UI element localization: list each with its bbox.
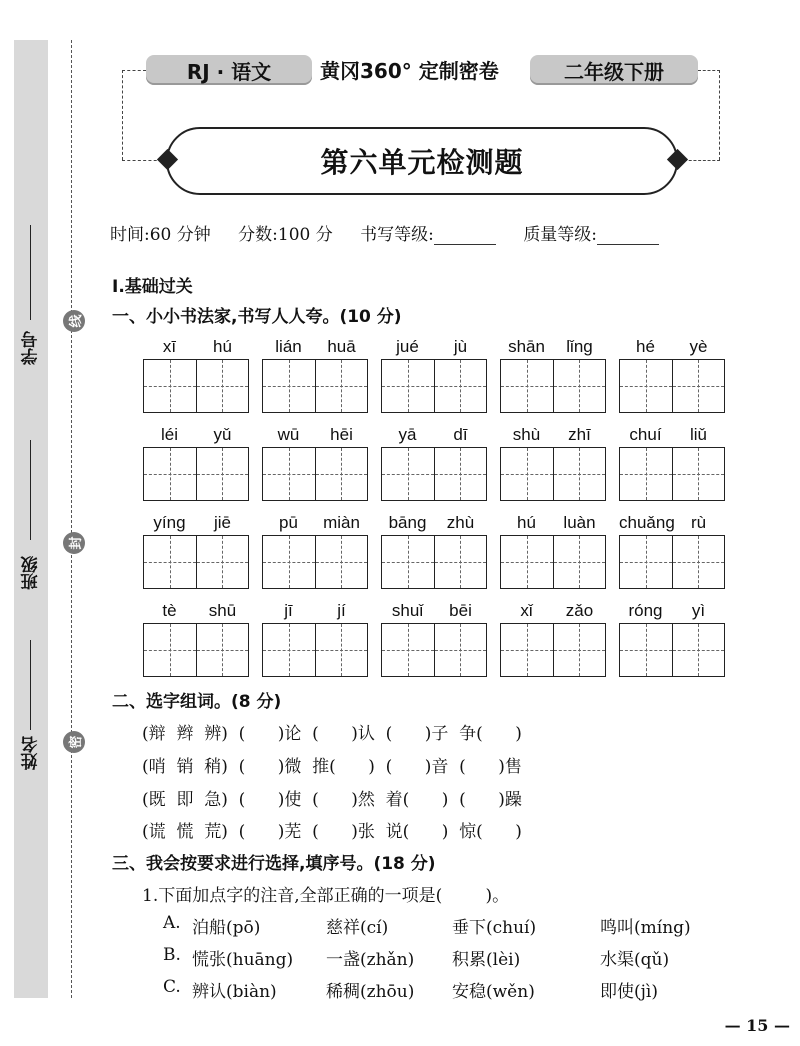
class-line[interactable]	[30, 440, 31, 540]
pinyin-label: zhù	[446, 513, 475, 532]
header-dash-right-v	[719, 70, 720, 160]
writing-cell[interactable]	[263, 536, 316, 588]
pinyin-label: róng	[628, 601, 663, 620]
writing-cell[interactable]	[620, 360, 673, 412]
option-item: 安稳(wěn)	[452, 982, 535, 1002]
writing-box	[143, 535, 249, 589]
pinyin-label: shū	[208, 601, 237, 620]
pinyin-label: léi	[160, 425, 178, 444]
writing-cell[interactable]	[144, 360, 197, 412]
header-dash-right	[698, 70, 720, 71]
writing-cell[interactable]	[554, 360, 606, 412]
writing-cell[interactable]	[435, 624, 487, 676]
question-3-title: 三、我会按要求进行选择,填序号。(18 分)	[112, 854, 436, 874]
writing-box	[262, 535, 368, 589]
time-info: 时间:60 分钟	[110, 225, 211, 245]
option-item: 慌张(huāng)	[192, 950, 294, 970]
pinyin-label: jué	[396, 337, 419, 356]
writing-cell[interactable]	[501, 536, 554, 588]
pinyin-label: jí	[337, 601, 346, 620]
class-field	[14, 440, 48, 590]
subquestion-1[interactable]: 1.下面加点字的注音,全部正确的一项是( )。	[142, 886, 510, 906]
writing-cell[interactable]	[435, 360, 487, 412]
writing-cell[interactable]	[554, 448, 606, 500]
option-item: 一盏(zhǎn)	[326, 950, 415, 970]
writing-cell[interactable]	[263, 624, 316, 676]
writing-cell[interactable]	[501, 448, 554, 500]
writing-cell[interactable]	[144, 448, 197, 500]
name-label: 姓名	[21, 736, 42, 770]
writing-box	[143, 359, 249, 413]
pinyin-label: jī	[284, 601, 293, 620]
writing-box	[143, 623, 249, 677]
writing-cell[interactable]	[501, 360, 554, 412]
option-item: 鸣叫(míng)	[600, 918, 691, 938]
score-info: 分数:100 分	[238, 225, 333, 245]
writing-cell[interactable]	[673, 624, 725, 676]
writing-cell[interactable]	[673, 448, 725, 500]
pinyin-label: bēi	[449, 601, 472, 620]
writing-cell[interactable]	[316, 360, 368, 412]
pinyin-label: wū	[277, 425, 300, 444]
pinyin-label: yā	[398, 425, 417, 444]
header-dash-right-b	[684, 160, 720, 161]
name-field	[14, 640, 48, 770]
pinyin-label: liǔ	[689, 425, 707, 444]
option-item: 积累(lèi)	[452, 950, 521, 970]
writing-cell[interactable]	[144, 536, 197, 588]
question-2-title: 二、选字组词。(8 分)	[112, 692, 282, 712]
writing-box	[500, 359, 606, 413]
writing-cell[interactable]	[382, 448, 435, 500]
writing-grade-blank[interactable]	[434, 243, 496, 245]
pinyin-label: chuǎng	[619, 513, 675, 532]
option-item: 水渠(qǔ)	[600, 950, 670, 970]
writing-grade: 书写等级:	[360, 225, 496, 245]
pinyin-label: hú	[213, 337, 232, 356]
writing-box	[500, 535, 606, 589]
writing-box	[381, 535, 487, 589]
pinyin-label: dī	[453, 425, 468, 444]
pinyin-label: yè	[689, 337, 708, 356]
writing-box	[619, 359, 725, 413]
page-number: — 15 —	[724, 1016, 790, 1035]
word-choice-row[interactable]: (既 即 急) ( )使 ( )然 着( ) ( )躁	[142, 790, 522, 810]
part-heading: Ⅰ.基础过关	[112, 277, 193, 297]
word-choice-row[interactable]: (辩 辫 辨) ( )论 ( )认 ( )子 争( )	[142, 724, 522, 744]
writing-box	[262, 359, 368, 413]
writing-cell[interactable]	[316, 448, 368, 500]
word-choice-row[interactable]: (哨 销 稍) ( )微 推( ) ( )音 ( )售	[142, 757, 522, 777]
writing-cell[interactable]	[673, 536, 725, 588]
pinyin-label: tè	[162, 601, 177, 620]
option-item: 垂下(chuí)	[452, 918, 537, 938]
quality-grade: 质量等级:	[523, 225, 659, 245]
writing-cell[interactable]	[197, 536, 249, 588]
quality-grade-blank[interactable]	[597, 243, 659, 245]
pinyin-label: miàn	[323, 513, 360, 532]
option-label[interactable]: A.	[163, 913, 181, 933]
option-item: 泊船(pō)	[192, 918, 261, 938]
option-label[interactable]: C.	[163, 977, 181, 997]
name-line[interactable]	[30, 640, 31, 730]
pinyin-label: jù	[453, 337, 468, 356]
pinyin-label: shù	[512, 425, 541, 444]
header-dash-left	[122, 70, 146, 71]
writing-box	[500, 623, 606, 677]
writing-cell[interactable]	[197, 360, 249, 412]
writing-box	[619, 535, 725, 589]
student-number-field	[14, 225, 48, 365]
writing-cell[interactable]	[382, 624, 435, 676]
pinyin-label: bāng	[388, 513, 427, 532]
exam-info	[110, 220, 681, 245]
writing-box	[381, 623, 487, 677]
pinyin-label: xī	[162, 337, 177, 356]
option-item: 辨认(biàn)	[192, 982, 277, 1002]
word-choice-row[interactable]: (谎 慌 荒) ( )芜 ( )张 说( ) 惊( )	[142, 822, 522, 842]
writing-cell[interactable]	[554, 536, 606, 588]
writing-cell[interactable]	[435, 536, 487, 588]
writing-box	[619, 623, 725, 677]
writing-cell[interactable]	[263, 448, 316, 500]
pinyin-label: yǔ	[213, 425, 232, 444]
writing-box	[262, 623, 368, 677]
pinyin-label: rù	[690, 513, 707, 532]
writing-cell[interactable]	[144, 624, 197, 676]
brand-title: 黄冈360° 定制密卷	[320, 59, 499, 83]
pinyin-label: luàn	[563, 513, 596, 532]
pinyin-label: shān	[508, 337, 545, 356]
writing-box	[262, 447, 368, 501]
pinyin-label: hēi	[330, 425, 353, 444]
grade-badge: 二年级下册	[530, 55, 698, 85]
writing-cell[interactable]	[620, 536, 673, 588]
writing-box	[381, 447, 487, 501]
writing-cell[interactable]	[382, 360, 435, 412]
pinyin-label: pū	[279, 513, 298, 532]
pinyin-label: xǐ	[520, 601, 533, 620]
pinyin-label: lǐng	[566, 337, 593, 356]
option-label[interactable]: B.	[163, 945, 181, 965]
option-item: 即使(jì)	[600, 982, 658, 1002]
writing-box	[500, 447, 606, 501]
writing-cell[interactable]	[501, 624, 554, 676]
writing-cell[interactable]	[197, 624, 249, 676]
writing-cell[interactable]	[316, 536, 368, 588]
seal-seal-mark: 封	[63, 532, 85, 554]
option-item: 稀稠(zhōu)	[326, 982, 415, 1002]
option-item: 慈祥(cí)	[326, 918, 389, 938]
writing-cell[interactable]	[620, 624, 673, 676]
writing-cell[interactable]	[435, 448, 487, 500]
pinyin-label: jiē	[213, 513, 231, 532]
pinyin-label: huā	[327, 337, 356, 356]
writing-cell[interactable]	[197, 448, 249, 500]
writing-cell[interactable]	[382, 536, 435, 588]
pinyin-label: yì	[691, 601, 706, 620]
exam-title: 第六单元检测题	[166, 127, 678, 195]
seal-mi-mark: 密	[63, 731, 85, 753]
pinyin-label: lián	[275, 337, 302, 356]
cut-line	[71, 40, 72, 998]
question-1-title: 一、小小书法家,书写人人夸。(10 分)	[112, 307, 402, 327]
pinyin-label: yíng	[153, 513, 186, 532]
writing-box	[619, 447, 725, 501]
subject-badge: RJ · 语文	[146, 55, 312, 85]
seal-line-mark: 线	[63, 310, 85, 332]
pinyin-label: chuí	[629, 425, 662, 444]
pinyin-label: shuǐ	[391, 601, 424, 620]
writing-box	[143, 447, 249, 501]
writing-cell[interactable]	[673, 360, 725, 412]
pinyin-label: hú	[517, 513, 536, 532]
pinyin-label: zǎo	[565, 601, 594, 620]
student-number-label: 学号	[21, 331, 42, 365]
writing-cell[interactable]	[554, 624, 606, 676]
class-label: 班级	[21, 556, 42, 590]
writing-box	[381, 359, 487, 413]
header-dash-left-b	[122, 160, 162, 161]
writing-cell[interactable]	[263, 360, 316, 412]
student-number-line[interactable]	[30, 225, 31, 320]
writing-cell[interactable]	[316, 624, 368, 676]
header-dash-left-v	[122, 70, 123, 160]
writing-cell[interactable]	[620, 448, 673, 500]
pinyin-label: hé	[636, 337, 655, 356]
pinyin-label: zhī	[568, 425, 591, 444]
